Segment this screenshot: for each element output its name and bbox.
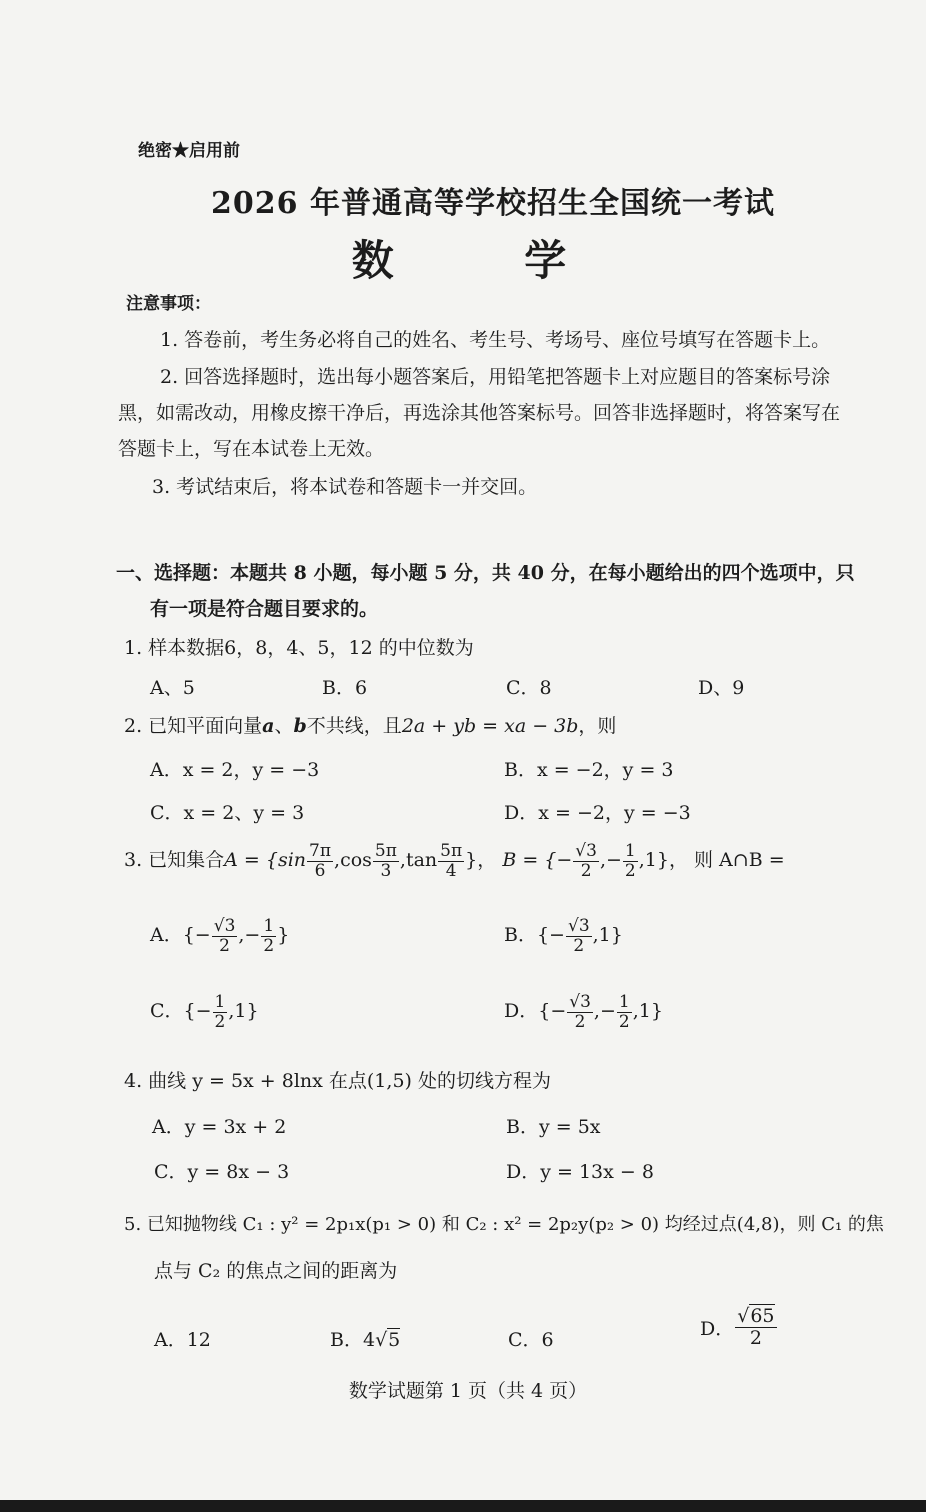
question-3-option-b: B．{− $\frac{√3}{2}$ ,1} <box>504 916 623 956</box>
question-5-option-a: A．12 <box>154 1329 211 1351</box>
question-2-option-b: B．x = −2，y = 3 <box>504 759 674 781</box>
fraction-sqrt3-2: $\frac{√3}{2}$ <box>575 841 597 881</box>
question-2-option-a: A．x = 2，y = −3 <box>150 759 320 781</box>
fraction-5pi-4: $\frac{5\pi}{4}$ <box>440 841 463 881</box>
question-3-option-a: A．{− $\frac{√3}{2}$ ,− $\frac{1}{2}$ } <box>150 916 290 956</box>
question-5-option-d: D． $\frac{√65}{2}$ <box>700 1305 775 1349</box>
question-5-stem-line1: 5. 已知抛物线 C₁ : y² = 2p₁x(p₁ > 0) 和 C₂ : x² = 2p₂y(p₂ > 0) 均经过点(4,8)，则 C₁ 的焦 <box>124 1214 884 1235</box>
question-1-option-a: A、5 <box>150 677 195 699</box>
section-heading-line1: 一、选择题：本题共 8 小题，每小题 5 分，共 40 分，在每小题给出的四个选项中，只 <box>116 562 855 584</box>
notice-item-2-end: 答题卡上，写在本试卷上无效。 <box>118 438 385 460</box>
fraction-7pi-6: $\frac{7\pi}{6}$ <box>309 841 332 881</box>
question-3-option-d: D．{− $\frac{√3}{2}$ ,− $\frac{1}{2}$ ,1} <box>504 992 663 1032</box>
question-3-stem: 3. 已知集合A = {sin $\frac{7\pi}{6}$ ,cos $\frac{5\pi}{3}$ ,tan $\frac{5\pi}{4}$ }， B = {− $\frac{√3}{2}$ ,− $\frac{1}{2}$ ,1}， 则 A∩B = <box>124 841 785 881</box>
notice-heading: 注意事项： <box>126 294 211 314</box>
question-1-option-b: B．6 <box>322 677 368 699</box>
question-3-option-c: C．{− $\frac{1}{2}$ ,1} <box>150 992 259 1032</box>
question-2-option-d: D．x = −2，y = −3 <box>504 802 691 824</box>
section-heading-line2: 有一项是符合题目要求的。 <box>150 598 379 620</box>
question-5-option-b: B．4√5 <box>330 1329 401 1351</box>
exam-title: 2026 年普通高等学校招生全国统一考试 <box>211 186 775 221</box>
fraction-5pi-3: $\frac{5\pi}{3}$ <box>374 841 397 881</box>
sqrt-sign: √ <box>375 1329 388 1351</box>
question-1-option-d: D、9 <box>698 677 745 699</box>
question-5-option-c: C．6 <box>508 1329 554 1351</box>
confidential-label: 绝密★启用前 <box>138 141 240 161</box>
question-2-stem: 2. 已知平面向量a、b不共线，且2a + yb = xa − 3b，则 <box>124 715 617 737</box>
page-footer: 数学试题第 1 页（共 4 页） <box>348 1380 588 1402</box>
question-5-stem-line2: 点与 C₂ 的焦点之间的距离为 <box>154 1260 398 1282</box>
notice-item-2: 2. 回答选择题时，选出每小题答案后，用铅笔把答题卡上对应题目的答案标号涂 <box>160 366 831 388</box>
question-4-option-d: D．y = 13x − 8 <box>506 1161 654 1183</box>
question-4-option-c: C．y = 8x − 3 <box>154 1161 290 1183</box>
question-1-option-c: C．8 <box>506 677 552 699</box>
bottom-border <box>0 1500 926 1512</box>
question-1-stem: 1. 样本数据6，8，4、5，12 的中位数为 <box>124 637 474 659</box>
question-2-option-c: C．x = 2、y = 3 <box>150 802 305 824</box>
question-4-stem: 4. 曲线 y = 5x + 8lnx 在点(1,5) 处的切线方程为 <box>124 1070 551 1092</box>
subject-title: 数 学 <box>351 236 625 285</box>
notice-item-1: 1. 答卷前，考生务必将自己的姓名、考生号、考场号、座位号填写在答题卡上。 <box>160 329 831 351</box>
fraction-1-2: $\frac{1}{2}$ <box>624 841 636 881</box>
question-4-option-a: A．y = 3x + 2 <box>152 1116 287 1138</box>
notice-item-2-cont: 黑，如需改动，用橡皮擦干净后，再选涂其他答案标号。回答非选择题时，将答案写在 <box>118 402 841 424</box>
notice-item-3: 3. 考试结束后，将本试卷和答题卡一并交回。 <box>152 476 538 498</box>
question-4-option-b: B．y = 5x <box>506 1116 601 1138</box>
